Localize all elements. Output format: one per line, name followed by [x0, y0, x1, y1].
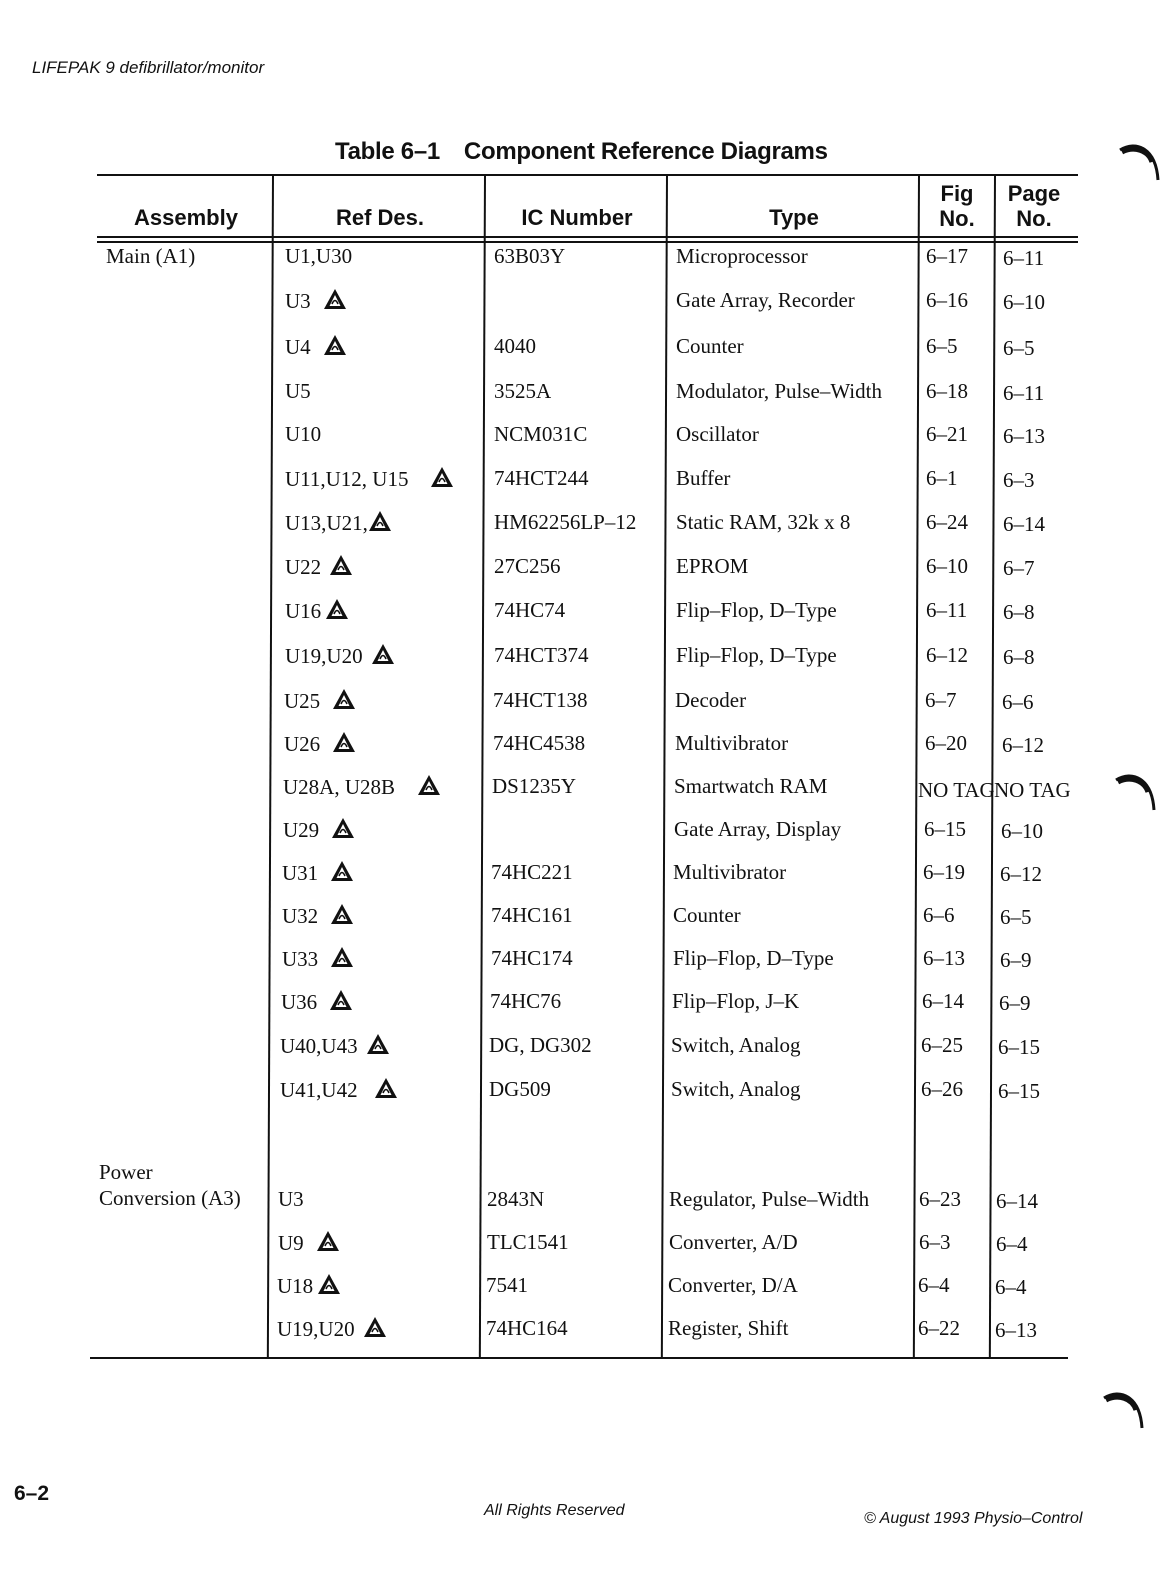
ref-des-cell — [285, 643, 395, 668]
fig-no-cell: 6–18 — [926, 379, 968, 403]
type-cell: Oscillator — [676, 422, 759, 446]
fig-no-cell: 6–5 — [926, 334, 958, 358]
ref-des-cell — [285, 422, 321, 446]
esd-warning-icon — [417, 774, 441, 796]
page-no-cell: 6–5 — [1003, 336, 1035, 360]
type-cell: EPROM — [676, 554, 749, 578]
table-number: Table 6–1 — [335, 138, 440, 165]
ref-des-text: U28A, U28B — [283, 775, 396, 799]
ref-des-cell — [277, 1316, 387, 1341]
esd-warning-icon — [374, 1077, 398, 1099]
ref-des-cell — [283, 774, 441, 799]
ref-des-cell — [285, 598, 349, 623]
type-cell: Flip–Flop, D–Type — [673, 946, 834, 970]
type-cell: Buffer — [676, 466, 731, 490]
col-header-fig-line2: No. — [939, 206, 975, 231]
ref-des-text: U32 — [282, 904, 319, 928]
ref-des-text: U22 — [285, 555, 322, 579]
col-header-ic-number: IC Number — [521, 205, 633, 230]
col-divider — [267, 174, 274, 1359]
header-rule-2 — [97, 241, 1078, 243]
type-cell: Smartwatch RAM — [674, 774, 828, 798]
fig-no-cell: 6–3 — [919, 1230, 951, 1254]
ref-des-text: U13,U21, — [285, 511, 368, 535]
page-no-cell: 6–9 — [1000, 948, 1032, 972]
ic-number-cell: TLC1541 — [487, 1230, 569, 1254]
col-header-type: Type — [769, 205, 819, 230]
ic-number-cell: 74HCT138 — [493, 688, 588, 712]
ref-des-cell — [284, 688, 356, 713]
fig-no-cell: 6–21 — [926, 422, 968, 446]
page-no-cell: 6–4 — [996, 1232, 1028, 1256]
ref-des-text: U19,U20 — [285, 644, 363, 668]
ic-number-cell: DG, DG302 — [489, 1033, 592, 1057]
esd-warning-icon — [316, 1230, 340, 1252]
page-no-cell: 6–9 — [999, 991, 1031, 1015]
table-caption: Component Reference Diagrams — [463, 138, 828, 165]
type-cell: Gate Array, Display — [674, 817, 842, 841]
fig-no-cell: 6–12 — [926, 643, 968, 667]
running-header: LIFEPAK 9 defibrillator/monitor — [32, 58, 265, 77]
col-header-page-no — [996, 181, 1072, 231]
ref-des-cell — [285, 379, 311, 403]
header-rule-1 — [97, 236, 1078, 238]
esd-warning-icon — [323, 334, 347, 356]
page-no-cell: 6–11 — [1003, 246, 1045, 270]
type-cell: Static RAM, 32k x 8 — [676, 510, 851, 534]
ic-number-cell: 2843N — [487, 1187, 545, 1211]
fig-no-cell: 6–22 — [918, 1316, 960, 1340]
ref-des-text: U3 — [285, 289, 311, 313]
col-divider — [479, 174, 486, 1359]
type-cell: Counter — [673, 903, 741, 927]
ic-number-cell: 74HC76 — [490, 989, 562, 1013]
ic-number-cell: DS1235Y — [492, 774, 577, 798]
table-bottom-rule — [90, 1357, 1068, 1359]
col-header-fig-no — [920, 181, 994, 231]
page-no-cell: 6–14 — [996, 1189, 1038, 1213]
page-no-cell: 6–10 — [1001, 819, 1043, 843]
ref-des-cell — [285, 510, 392, 535]
type-cell: Counter — [676, 334, 744, 358]
ref-des-text: U19,U20 — [277, 1317, 355, 1341]
rights-notice: All Rights Reserved — [484, 1502, 625, 1519]
type-cell: Regulator, Pulse–Width — [669, 1187, 870, 1211]
assembly-power-line1: Power — [99, 1160, 153, 1184]
col-divider — [913, 174, 920, 1359]
col-header-ref-des: Ref Des. — [335, 205, 425, 230]
type-cell: Multivibrator — [675, 731, 789, 755]
ref-des-cell — [280, 1077, 398, 1102]
page-no-cell: 6–4 — [995, 1275, 1027, 1299]
esd-warning-icon — [329, 989, 353, 1011]
type-cell: Gate Array, Recorder — [676, 288, 855, 312]
col-divider — [989, 174, 996, 1359]
ref-des-text: U10 — [285, 422, 322, 446]
type-cell: Decoder — [675, 688, 747, 712]
esd-warning-icon — [323, 288, 347, 310]
table-title — [335, 138, 828, 166]
ref-des-cell — [285, 334, 347, 359]
ref-des-text: U25 — [284, 689, 321, 713]
esd-warning-icon — [325, 598, 349, 620]
ref-des-text: U36 — [281, 990, 318, 1014]
fig-no-cell: 6–23 — [919, 1187, 961, 1211]
ref-des-cell — [284, 731, 356, 756]
fig-no-cell: NO TAG — [918, 778, 995, 802]
esd-warning-icon — [317, 1273, 341, 1295]
ref-des-text: U3 — [278, 1187, 304, 1211]
ref-des-text: U31 — [282, 861, 319, 885]
esd-warning-icon — [330, 946, 354, 968]
ref-des-text: U18 — [277, 1274, 314, 1298]
type-cell: Flip–Flop, D–Type — [676, 643, 837, 667]
ref-des-cell — [278, 1230, 340, 1255]
fig-no-cell: 6–24 — [926, 510, 968, 534]
type-cell: Flip–Flop, D–Type — [676, 598, 837, 622]
type-cell: Multivibrator — [673, 860, 787, 884]
page-no-cell: 6–11 — [1003, 381, 1045, 405]
esd-warning-icon — [430, 466, 454, 488]
ref-des-cell — [282, 903, 354, 928]
col-header-page-line2: No. — [1016, 206, 1052, 231]
col-header-page-line1: Page — [1007, 181, 1061, 206]
esd-warning-icon — [330, 903, 354, 925]
type-cell: Converter, A/D — [669, 1230, 798, 1254]
ic-number-cell: HM62256LP–12 — [494, 510, 637, 534]
esd-warning-icon — [363, 1316, 387, 1338]
ref-des-cell — [285, 244, 352, 268]
fig-no-cell: 6–15 — [924, 817, 966, 841]
ref-des-cell — [283, 817, 355, 842]
type-cell: Switch, Analog — [671, 1077, 801, 1101]
page-no-cell: 6–10 — [1003, 290, 1045, 314]
esd-warning-icon — [330, 860, 354, 882]
fig-no-cell: 6–1 — [926, 466, 958, 490]
binder-mark-icon — [1102, 1388, 1146, 1436]
page-no-cell: 6–7 — [1003, 556, 1035, 580]
ic-number-cell: 74HC221 — [491, 860, 573, 884]
ref-des-text: U33 — [282, 947, 319, 971]
ref-des-text: U4 — [285, 335, 311, 359]
ref-des-text: U1,U30 — [285, 244, 353, 268]
fig-no-cell: 6–19 — [923, 860, 965, 884]
ic-number-cell: 74HC74 — [494, 598, 566, 622]
ic-number-cell: NCM031C — [494, 422, 588, 446]
ref-des-text: U40,U43 — [280, 1034, 358, 1058]
binder-mark-icon — [1118, 140, 1162, 188]
ic-number-cell: 74HCT244 — [494, 466, 589, 490]
type-cell: Converter, D/A — [668, 1273, 798, 1297]
page-number: 6–2 — [14, 1482, 50, 1505]
ref-des-cell — [278, 1187, 304, 1211]
fig-no-cell: 6–17 — [926, 244, 968, 268]
assembly-main: Main (A1) — [106, 244, 196, 268]
type-cell: Register, Shift — [668, 1316, 789, 1340]
assembly-power-line2: Conversion (A3) — [99, 1186, 241, 1210]
page-no-cell: 6–5 — [1000, 905, 1032, 929]
col-header-assembly: Assembly — [134, 205, 238, 230]
ic-number-cell: 7541 — [486, 1273, 528, 1297]
page-no-cell: 6–8 — [1003, 600, 1035, 624]
esd-warning-icon — [329, 554, 353, 576]
ref-des-cell — [277, 1273, 341, 1298]
type-cell: Microprocessor — [676, 244, 808, 268]
ref-des-cell — [282, 946, 354, 971]
fig-no-cell: 6–6 — [923, 903, 955, 927]
ref-des-cell — [281, 989, 353, 1014]
fig-no-cell: 6–11 — [926, 598, 968, 622]
page-no-cell: 6–15 — [998, 1079, 1040, 1103]
ref-des-cell — [285, 288, 347, 313]
ic-number-cell: DG509 — [489, 1077, 551, 1101]
assembly-power — [99, 1159, 241, 1211]
ref-des-text: U16 — [285, 599, 322, 623]
binder-mark-icon — [1114, 770, 1158, 818]
page-no-cell: 6–15 — [998, 1035, 1040, 1059]
fig-no-cell: 6–13 — [923, 946, 965, 970]
page-no-cell: NO TAG — [994, 778, 1071, 802]
ref-des-text: U5 — [285, 379, 311, 403]
ic-number-cell: 3525A — [494, 379, 552, 403]
page-no-cell: 6–12 — [1002, 733, 1044, 757]
ic-number-cell: 4040 — [494, 334, 536, 358]
ref-des-text: U29 — [283, 818, 320, 842]
ref-des-cell — [280, 1033, 390, 1058]
page-no-cell: 6–12 — [1000, 862, 1042, 886]
ref-des-text: U26 — [284, 732, 321, 756]
ref-des-cell — [282, 860, 354, 885]
ic-number-cell: 74HC174 — [491, 946, 573, 970]
fig-no-cell: 6–25 — [921, 1033, 963, 1057]
table-top-rule — [97, 174, 1078, 176]
ic-number-cell: 63B03Y — [494, 244, 566, 268]
ic-number-cell: 74HCT374 — [494, 643, 589, 667]
fig-no-cell: 6–4 — [918, 1273, 950, 1297]
fig-no-cell: 6–26 — [921, 1077, 963, 1101]
page-no-cell: 6–13 — [1003, 424, 1045, 448]
ic-number-cell: 74HC164 — [486, 1316, 568, 1340]
type-cell: Flip–Flop, J–K — [672, 989, 800, 1013]
ic-number-cell: 74HC4538 — [493, 731, 586, 755]
copyright-notice: © August 1993 Physio–Control — [864, 1510, 1083, 1527]
fig-no-cell: 6–20 — [925, 731, 967, 755]
esd-warning-icon — [332, 731, 356, 753]
fig-no-cell: 6–7 — [925, 688, 957, 712]
esd-warning-icon — [332, 688, 356, 710]
esd-warning-icon — [366, 1033, 390, 1055]
ic-number-cell: 27C256 — [494, 554, 561, 578]
page-no-cell: 6–8 — [1003, 645, 1035, 669]
page-no-cell: 6–13 — [995, 1318, 1037, 1342]
ic-number-cell: 74HC161 — [491, 903, 573, 927]
page-no-cell: 6–6 — [1002, 690, 1034, 714]
fig-no-cell: 6–16 — [926, 288, 968, 312]
page-no-cell: 6–14 — [1003, 512, 1045, 536]
fig-no-cell: 6–14 — [922, 989, 964, 1013]
esd-warning-icon — [331, 817, 355, 839]
esd-warning-icon — [368, 510, 392, 532]
ref-des-text: U9 — [278, 1231, 304, 1255]
fig-no-cell: 6–10 — [926, 554, 968, 578]
type-cell: Modulator, Pulse–Width — [676, 379, 882, 403]
esd-warning-icon — [371, 643, 395, 665]
type-cell: Switch, Analog — [671, 1033, 801, 1057]
col-divider — [661, 174, 668, 1359]
ref-des-cell — [285, 554, 353, 579]
ref-des-cell — [285, 466, 454, 491]
col-header-fig-line1: Fig — [940, 181, 974, 206]
ref-des-text: U11,U12, U15 — [285, 467, 409, 491]
page-no-cell: 6–3 — [1003, 468, 1035, 492]
ref-des-text: U41,U42 — [280, 1078, 358, 1102]
